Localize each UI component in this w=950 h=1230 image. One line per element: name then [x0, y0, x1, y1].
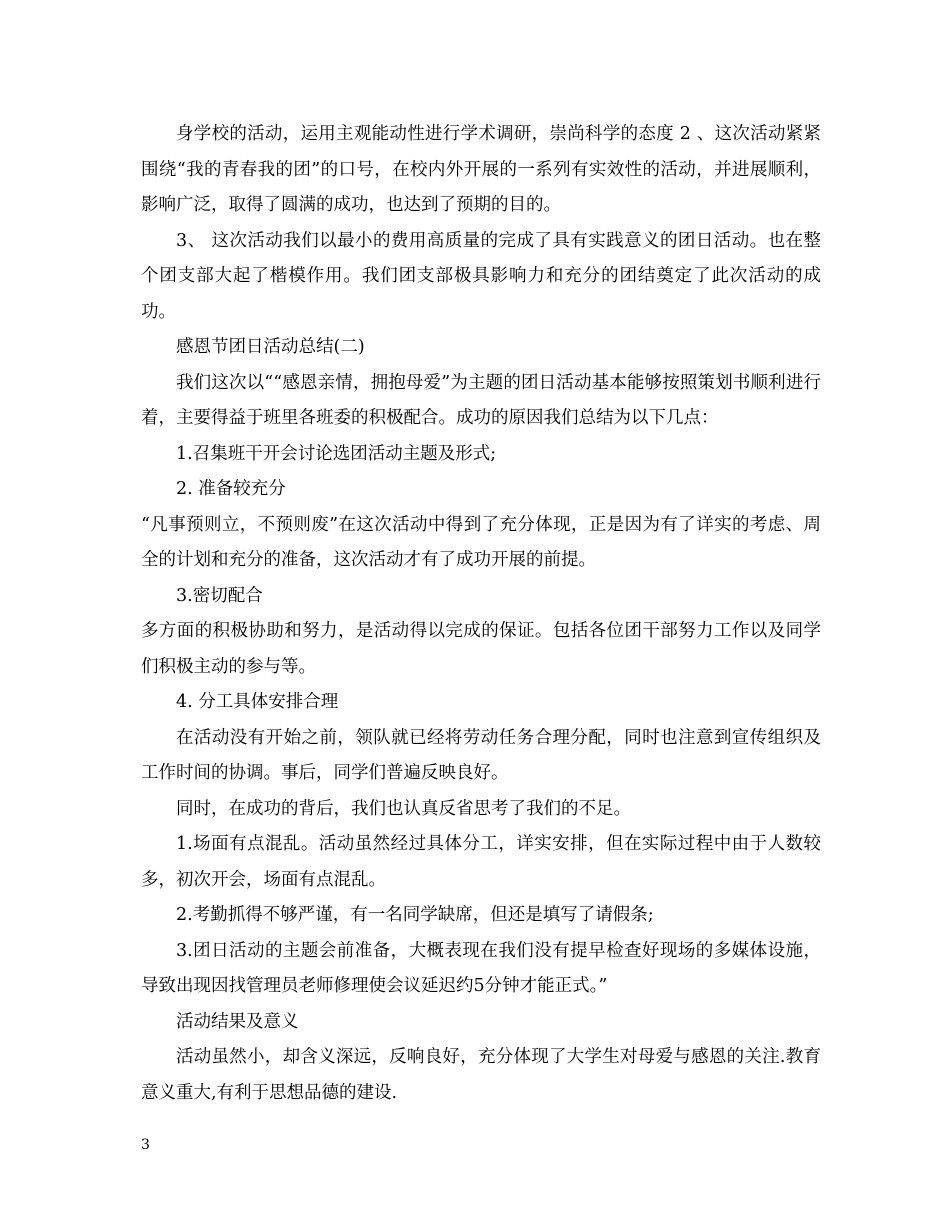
results-heading: 活动结果及意义	[176, 1011, 299, 1032]
list-item-4: 4. 分工具体安排合理	[176, 692, 339, 712]
shortcoming-3: 3.团日活动的主题会前准备，大概表现在我们没有提早检查好现场的多媒体设施，导致出现因找管理员老师修理使会议延迟约5分钟才能正式。”	[141, 940, 821, 996]
section-heading: 感恩节团日活动总结(二)	[176, 337, 365, 357]
shortcoming-1: 1.场面有点混乱。活动虽然经过具体分工，详实安排，但在实际过程中由于人数较多，初次开会，场面有点混乱。	[141, 834, 821, 890]
paragraph-1: 身学校的活动，运用主观能动性进行学术调研，崇尚科学的态度 2 、这次活动紧紧围绕“我的青春我的团”的口号，在校内外开展的一系列有实效性的活动，并进展顺利，影响广泛，取得了圆满的成功，也达到了预期的目的。	[141, 124, 821, 215]
paragraph-3: 我们这次以““感恩亲情，拥抱母爱”为主题的团日活动基本能够按照策划书顺利进行着，主要得益于班里各班委的积极配合。成功的原因我们总结为以下几点：	[141, 372, 821, 428]
shortcoming-2: 2.考勤抓得不够严谨，有一名同学缺席，但还是填写了请假条;	[176, 905, 654, 925]
paragraph-4: “凡事预则立，不预则废”在这次活动中得到了充分体现，正是因为有了详实的考虑、周全的计划和充分的准备，这次活动才有了成功开展的前提。	[141, 514, 821, 570]
document-body	[141, 117, 821, 1111]
list-item-1: 1.召集班干开会讨论选团活动主题及形式;	[176, 443, 497, 464]
list-item-3: 3.密切配合	[176, 585, 263, 606]
paragraph-8: 活动虽然小，却含义深远，反响良好，充分体现了大学生对母爱与感恩的关注.教育意义重大,有利于思想品德的建设.	[141, 1047, 821, 1103]
paragraph-2: 3、 这次活动我们以最小的费用高质量的完成了具有实践意义的团日活动。也在整个团支部大起了楷模作用。我们团支部极具影响力和充分的团结奠定了此次活动的成功。	[141, 230, 821, 322]
page-number: 3	[141, 1137, 150, 1153]
paragraph-7: 同时，在成功的背后，我们也认真反省思考了我们的不足。	[176, 798, 631, 819]
paragraph-6: 在活动没有开始之前，领队就已经将劳动任务合理分配，同时也注意到宣传组织及工作时间的协调。事后，同学们普遍反映良好。	[141, 727, 821, 783]
paragraph-5: 多方面的积极协助和努力，是活动得以完成的保证。包括各位团干部努力工作以及同学们积极主动的参与等。	[141, 621, 821, 677]
list-item-2: 2. 准备较充分	[176, 479, 286, 499]
